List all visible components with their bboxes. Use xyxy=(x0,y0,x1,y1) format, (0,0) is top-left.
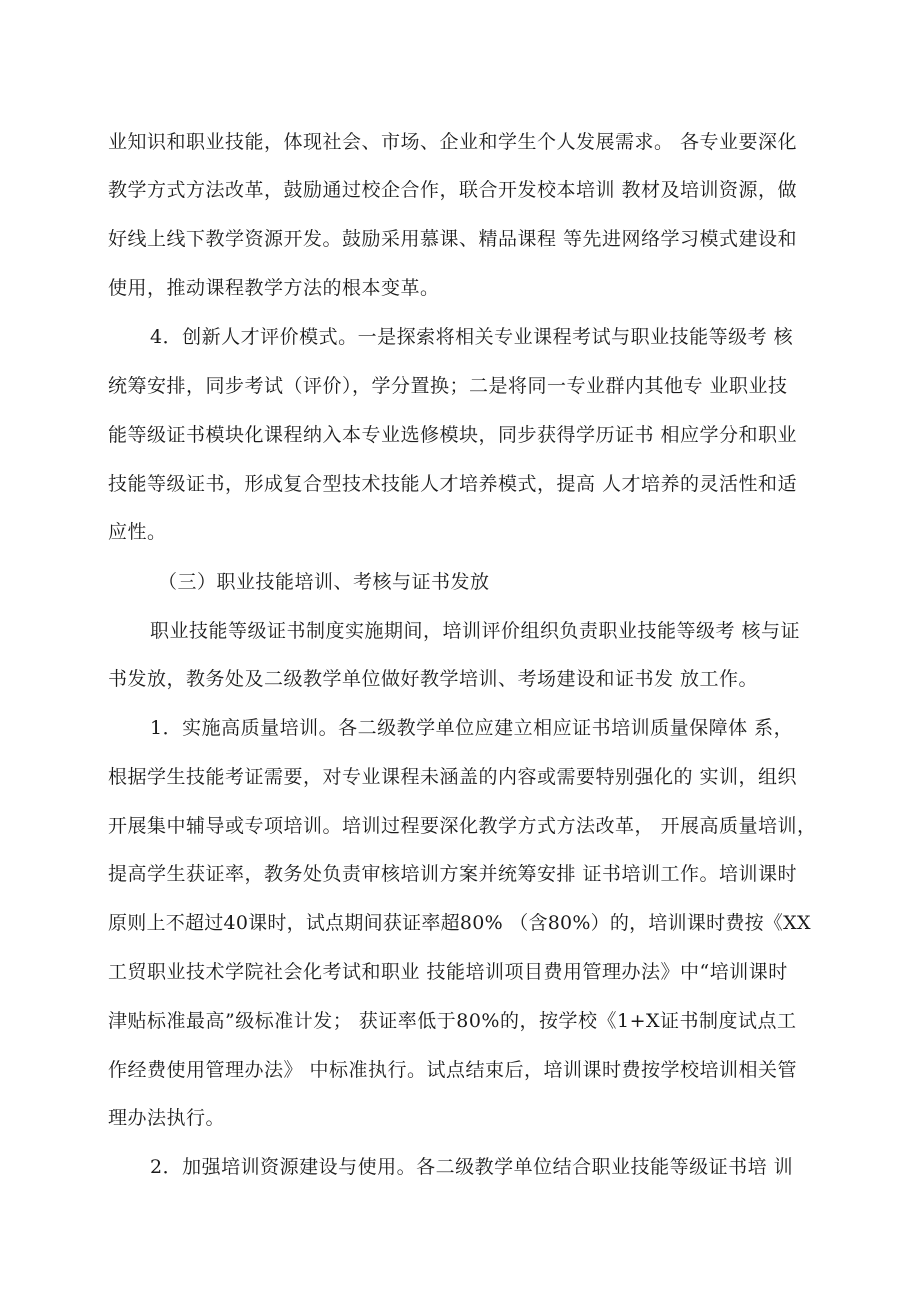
text-line: 津贴标准最高”级标准计发； 获证率低于80%的，按学校《1+X证书制度试点工 xyxy=(108,1010,797,1032)
text-line: 根据学生技能考证需要，对专业课程未涵盖的内容或需要特别强化的 实训，组织 xyxy=(108,766,798,788)
text-line: 书发放，教务处及二级教学单位做好教学培训、考场建设和证书发 放工作。 xyxy=(108,668,759,690)
text-line: 1．实施高质量培训。各二级教学单位应建立相应证书培训质量保障体 系， xyxy=(150,717,794,739)
text-line: 提高学生获证率，教务处负责审核培训方案并统筹安排 证书培训工作。培训课时 xyxy=(108,863,798,885)
text-line: 使用，推动课程教学方法的根本变革。 xyxy=(108,277,440,299)
text-line: 开展集中辅导或专项培训。培训过程要深化教学方式方法改革， 开展高质量培训， xyxy=(108,815,817,837)
text-line: 工贸职业技术学院社会化考试和职业 技能培训项目费用管理办法》中“培训课时 xyxy=(108,961,788,983)
text-line: 好线上线下教学资源开发。鼓励采用慕课、精品课程 等先进网络学习模式建设和 xyxy=(108,228,798,250)
text-line: 业知识和职业技能，体现社会、市场、企业和学生个人发展需求。 各专业要深化 xyxy=(108,131,798,153)
text-line: 能等级证书模块化课程纳入本专业选修模块，同步获得学历证书 相应学分和职业 xyxy=(108,424,798,446)
text-line: 教学方式方法改革，鼓励通过校企合作，联合开发校本培训 教材及培训资源，做 xyxy=(108,179,798,201)
section-heading: （三）职业技能培训、考核与证书发放 xyxy=(158,571,490,593)
text-line: 职业技能等级证书制度实施期间，培训评价组织负责职业技能等级考 核与证 xyxy=(150,620,801,642)
text-line: 理办法执行。 xyxy=(108,1107,226,1129)
text-line: 应性。 xyxy=(108,521,167,543)
text-line: 4．创新人才评价模式。一是探索将相关专业课程考试与职业技能等级考 核 xyxy=(150,326,794,348)
text-line: 作经费使用管理办法》 中标准执行。试点结束后，培训课时费按学校培训相关管 xyxy=(108,1059,798,1081)
text-line: 统筹安排，同步考试（评价），学分置换；二是将同一专业群内其他专 业职业技 xyxy=(108,375,788,397)
text-line: 技能等级证书，形成复合型技术技能人才培养模式，提高 人才培养的灵活性和适 xyxy=(108,473,798,495)
text-line: 原则上不超过40课时，试点期间获证率超80% （含80%）的，培训课时费按《XX xyxy=(108,912,811,934)
text-line: 2．加强培训资源建设与使用。各二级教学单位结合职业技能等级证书培 训 xyxy=(150,1156,794,1178)
